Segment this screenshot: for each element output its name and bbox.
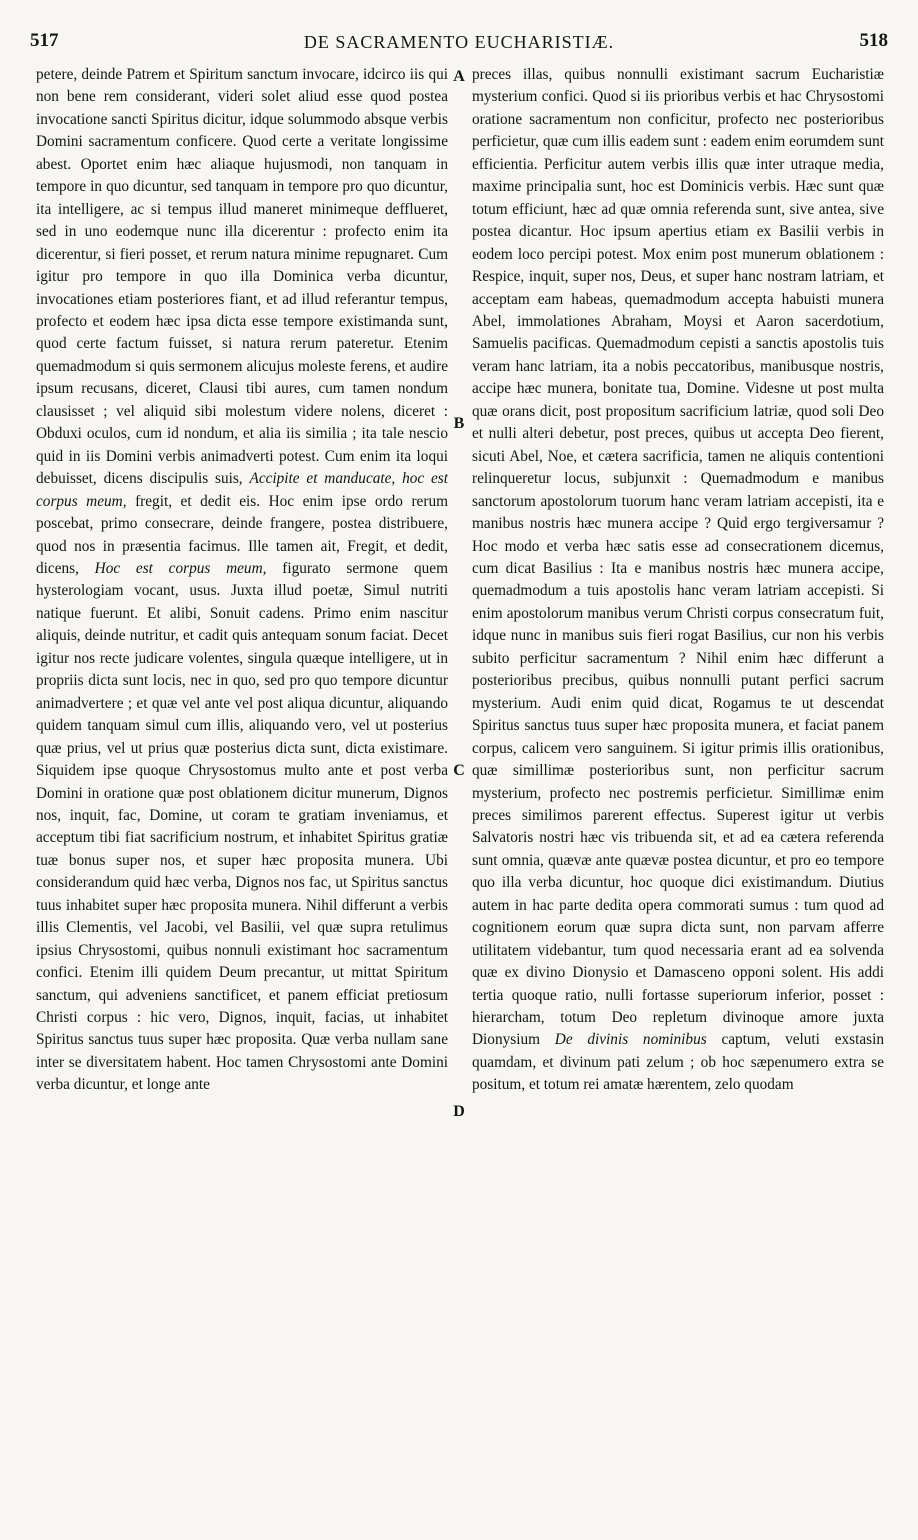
right-italic-title: De divinis nominibus <box>554 1031 707 1049</box>
right-column-text <box>472 64 884 1097</box>
section-marker-c: C <box>453 762 465 779</box>
right-page-number: 518 <box>859 30 888 51</box>
left-italic-quote-1: Accipite et manducate, hoc est corpus meum, <box>36 470 448 510</box>
left-italic-quote-2: Hoc est corpus meum, <box>94 559 267 577</box>
left-text-part-2: fregit, et dedit eis. Hoc enim ipse ordo rerum poscebat, primo consecrare, deinde frangere, postea distribuere, quod nos in præsentia facimus. Ille tamen ait, Fregit, et dedit, dicens, <box>36 492 448 577</box>
left-text-part-1: petere, deinde Patrem et Spiritum sanctum invocare, idcirco iis qui non bene rem considerant, videri solet aliud esse quod postea invocatione sancti Spiritus dicitur, idque solummodo absque verbis Domini sacramentum conficere. Quod certe a veritate longissime abest. Oportet enim hæc aliaque hujusmodi, non tanquam in tempore in quo dicuntur, sed tanquam in tempore pro quo dicuntur, ita intelligere, ac si tempus illud maneret minimeque defflueret, sed in uno eodemque nunc illa dicerentur : profecto enim ita dicerentur, si fieri posset, et rerum natura minime repugnaret. Cum igitur pro tempore in quo illa Dominica verba dicuntur, invocationes etiam posteriores fiant, et ad illud referantur tempus, profecto et eodem hæc ipsa dicta esse tempore existimanda sunt, quod certe factum fuisset, si natura rerum pateretur. Etenim quemadmodum si quis sermonem alicujus moleste ferens, et audire ipsum recusans, diceret, Clausi tibi aures, cum tamen nondum clausisset ; vel aliquid sibi molestum videre nolens, diceret : Obduxi oculos, cum id nondum, et alia iis similia ; ita tale nescio quid in iis Domini verbis animadverti potest. Cum enim ita loqui debuisset, dicens discipulis suis, <box>36 66 448 488</box>
right-column <box>472 64 884 1524</box>
left-column <box>36 64 448 1524</box>
section-marker-a: A <box>453 68 465 85</box>
right-text-part-2: captum, veluti exstasin quamdam, et divinum pati zelum ; ob hoc sæpenumero extra se positum, et totum rei amatæ hærentem, zelo quodam <box>472 1031 884 1094</box>
section-marker-d: D <box>453 1103 465 1120</box>
left-page-number: 517 <box>30 30 59 51</box>
running-title: DE SACRAMENTO EUCHARISTIÆ. <box>303 32 615 52</box>
right-text-part-1: preces illas, quibus nonnulli existimant sacrum Eucharistiæ mysterium confici. Quod si iis prioribus verbis et hac Chrysostomi oratione sacramentum non conficitur, profecto nec posterioribus perficietur, quæ cum illis eadem sunt : eadem enim eorumdem sunt efficientia. Perficitur autem verbis illis quæ inter utraque media, maxime principalia sunt, hoc est Dominicis verbis. Hæc sunt quæ totum efficiunt, hæc ad quæ omnia referenda sunt, sive antea, sive postea dicantur. Hoc ipsum apertius etiam ex Basilii verbis in eodem loco percipi potest. Mox enim post munerum oblationem : Respice, inquit, super nos, Deus, et super hanc nostram latriam, et acceptam eam habeas, quemadmodum accepta habuisti munera Abel, immolationes Abraham, Moysi et Aaron sacerdotium, Samuelis pacificas. Quemadmodum cepisti a sanctis apostolis tuis veram hanc latriam, ita a nobis peccatoribus, manibusque nostris, accipe hæc munera, bonitate tua, Domine. Videsne ut post multa quæ orans dicit, post propositum sacrificium latriæ, quod soli Deo et nulli alteri debetur, post preces, quibus ut accepta Deo fierent, sicuti Abel, Noe, et cætera sacrificia, tamen ne aliquis contentioni relinqueretur locus, subjunxit : Quemadmodum e manibus sanctorum apostolorum tuorum hanc veram latriam accepisti, ita e manibus nostris hæc munera accipe ? Quid ergo tergiversamur ? Hoc modo et verba hæc satis esse ad consecrationem dicemus, cum dicat Basilius : Ita e manibus nostris hæc munera accipe, quemadmodum a tuis apostolis hanc veram latriam accepisti. Si enim apostolorum manibus verum Christi corpus consecratum fuit, idque nunc in manibus suis fieri rogat Basilius, cur non his verbis subito perficitur sacramentum ? Nihil enim hæc differunt a posterioribus precibus, quibus nonnulli putant perfici sacrum mysterium. Audi enim quid dicat, Rogamus te ut descendat Spiritus sanctus tuus super hæc proposita munera, et faciat panem corpus, calicem vero sanguinem. Si igitur primis illis orationibus, quæ simillimæ posterioribus sunt, non perficitur sacrum mysterium, profecto nec postremis perficietur. Simillimæ enim preces similimos parerent effectus. Superest igitur ut verbis Salvatoris nostri hæc vis tribuenda sit, et ad ea cætera referenda sunt omnia, quævæ ante quævæ postea dicuntur, et pro eo tempore quo illa verba dicuntur, hoc quoque dici existimandum. Diutius autem in hac parte dedita opera commorati sumus : tum quod ad cognitionem eorum quæ supra dicta sunt, non parvam afferre utilitatem videbantur, tum quod necessaria erant ad ea solvenda quæ ex divino Dionysio et Damasceno opponi solent. His addi tertia quoque ratio, nulli fortasse superiorum inferior, posset : hierarcham, totum Deo repletum divinoque amore juxta Dionysium <box>472 66 884 1049</box>
section-marker-b: B <box>453 415 465 432</box>
running-header <box>30 30 888 60</box>
left-text-part-3: figurato sermone quem hysterologiam vocant, usus. Juxta illud poetæ, Simul nutriti natique fuerunt. Et alibi, Sonuit cadens. Primo enim nascitur aliquis, deinde nutritur, et cadit quis antequam sonum faciat. Decet igitur nos recte judicare volentes, singula quæque intelligere, ut in propriis dicta sunt locis, nec in quo, sed pro quo tempore dicuntur animadvertere ; et quæ vel ante vel post aliqua dicuntur, aliquando quidem tanquam simul cum illis, aliquando vero, vel ut posterius quæ prius, vel ut prius quæ posterius dicta sunt, dicta existimare. Siquidem ipse quoque Chrysostomus multo ante et post verba Domini in oratione quæ post oblationem dicitur munerum, Dignos nos, inquit, fac, Domine, ut coram te gratiam inveniamus, et acceptum tibi fiat sacrificium nostrum, et inhabitet Spiritus gratiæ tuæ bonus super nos, et super hæc proposita munera. Ubi considerandum quid hæc verba, Dignos nos fac, ut Spiritus sanctus tuus inhabitet super hæc proposita munera. Nihil differunt a verbis illis Clementis, vel Jacobi, vel Basilii, vel quæ supra retulimus ipsius Chrysostomi, quibus nonnuli existimant hoc sacramentum confici. Etenim illi quidem Deum precantur, ut mittat Spiritum sanctum, qui adveniens sanctificet, et panem efficiat pretiosum Christi corpus : hic vero, Dignos, inquit, facias, ut inhabitet Spiritus sanctus tuus super hæc proposita. Quæ verba nullam sane inter se diversitatem habent. Hoc tamen Chrysostomi ante Domini verba dicuntur, et longe ante <box>36 559 448 1094</box>
left-column-text <box>36 64 448 1097</box>
